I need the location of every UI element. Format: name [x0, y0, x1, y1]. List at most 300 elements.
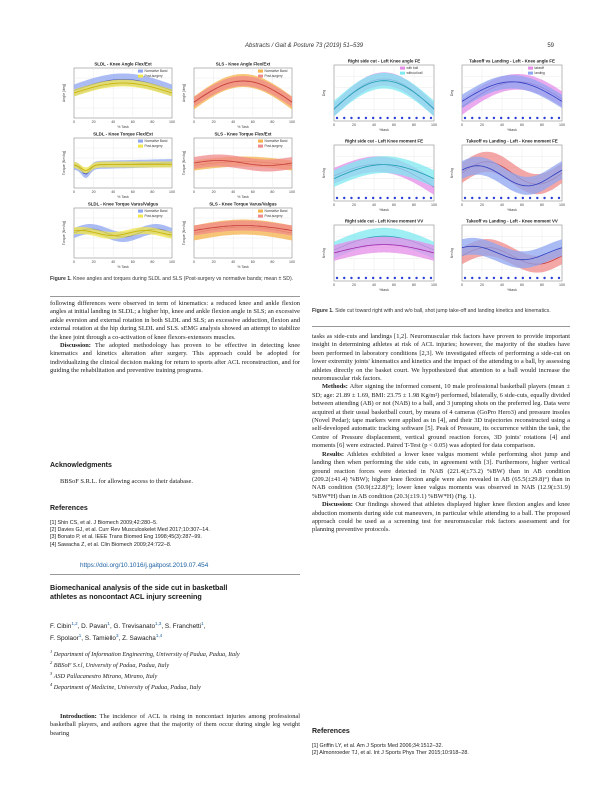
x-tick-label: 40: [372, 283, 376, 287]
x-tick-label: 60: [520, 203, 524, 207]
significance-dot: [536, 197, 538, 199]
right-column-text: [312, 333, 570, 535]
caption-text: Side cut toward right with and w/o ball, shot jump take-off and landing kinetics and kinematics.: [335, 308, 551, 314]
author-name: , S. Tamiello: [81, 634, 116, 642]
y-axis-label: Deg: [450, 89, 454, 97]
x-tick-label: 100: [289, 260, 295, 264]
legend-swatch: [138, 215, 143, 218]
plot-panel: [62, 132, 175, 200]
x-tick-label: 20: [91, 190, 96, 194]
y-axis-label: Nm/kg: [450, 247, 454, 259]
x-axis-label: %task: [379, 128, 389, 132]
y-axis-label: Nm/kg: [322, 167, 326, 179]
x-tick-label: 40: [500, 123, 504, 127]
author-name: F. Spolaor: [50, 634, 79, 642]
significance-dot: [507, 197, 509, 199]
acknowledgments-text: BBSoF S.R.L. for allowing access to their database.: [60, 478, 193, 485]
plot-title: Takeoff vs Landing - Left - Knee moment FE: [466, 138, 558, 144]
x-axis-label: % Task: [237, 195, 249, 199]
plot-panel: [182, 202, 295, 270]
significance-dot: [430, 117, 432, 119]
legend-swatch: [138, 140, 143, 143]
significance-dot: [558, 197, 560, 199]
references-list: [312, 743, 570, 757]
significance-dot: [551, 277, 553, 279]
plot-panel: [182, 132, 295, 200]
significance-dot: [500, 197, 502, 199]
significance-dot: [415, 197, 417, 199]
article-title: Biomechanical analysis of the side cut in basketball athletes as noncontact ACL injury screening: [50, 583, 228, 601]
plot-panel: [62, 62, 175, 130]
significance-dot: [478, 277, 480, 279]
significance-dot: [485, 277, 487, 279]
author-name: , Z. Sawacha: [118, 634, 156, 642]
x-tick-label: 0: [333, 123, 335, 127]
y-axis-label: Torque [Nm/kg]: [182, 220, 186, 246]
significance-dot: [372, 197, 374, 199]
significance-dot: [514, 197, 516, 199]
reference-item: [2] Almonroeder TJ, et al. Int J Sports Phys Ther 2015;10:918–28.: [312, 750, 469, 757]
x-tick-label: 40: [231, 120, 236, 124]
legend-label: Normative Band: [144, 69, 168, 73]
significance-dot: [543, 197, 545, 199]
plot-panel: [322, 59, 437, 133]
significance-dot: [514, 117, 516, 119]
legend-swatch: [138, 75, 143, 78]
left-column-text: [50, 300, 300, 376]
reference-item: [2] Davies GJ, et al. Curr Rev Musculoskelet Med 2017;10:307–14.: [50, 527, 210, 534]
affiliation-item: $^1$ Department of Information Engineering, University of Padua, Padua, Italy: [50, 649, 240, 659]
significance-dot: [493, 197, 495, 199]
running-header: Abstracts / Gait & Posture 73 (2019) 51–539: [245, 43, 364, 49]
caption-divider: [312, 326, 570, 327]
legend-label: Post-surgery: [144, 144, 163, 148]
x-tick-label: 0: [461, 123, 463, 127]
legend-swatch: [258, 70, 263, 73]
significance-dot: [543, 277, 545, 279]
plot-title: Takeoff vs Landing - Left - Knee angle FE: [469, 58, 555, 64]
y-axis-label: Angle [deg]: [182, 83, 186, 103]
significance-dot: [529, 277, 531, 279]
x-tick-label: 80: [150, 260, 155, 264]
significance-dot: [558, 117, 560, 119]
significance-dot: [350, 197, 352, 199]
significance-dot: [394, 117, 396, 119]
significance-dot: [478, 117, 480, 119]
significance-dot: [394, 197, 396, 199]
author-name: , D. Pavan: [77, 623, 108, 631]
legend-swatch: [528, 72, 533, 75]
x-tick-label: 60: [392, 203, 396, 207]
significance-dot: [430, 197, 432, 199]
x-axis-label: %task: [507, 288, 517, 292]
significance-dot: [386, 117, 388, 119]
significance-dot: [408, 117, 410, 119]
y-axis-label: Torque [Nm/kg]: [62, 150, 66, 176]
legend-label: Post-surgery: [264, 144, 283, 148]
plot-title: SLDL - Knee Torque Varus/Valgus: [87, 201, 159, 207]
x-tick-label: 20: [480, 283, 484, 287]
x-tick-label: 60: [392, 283, 396, 287]
legend-label: with ball: [406, 66, 419, 70]
figure-left-caption: [50, 276, 300, 283]
x-tick-label: 60: [130, 120, 135, 124]
x-tick-label: 80: [270, 190, 275, 194]
plot-title: Right side cut - Left Knee angle FE: [347, 58, 421, 64]
x-tick-label: 60: [520, 123, 524, 127]
legend-swatch: [258, 210, 263, 213]
x-tick-label: 60: [520, 283, 524, 287]
caption-text: Knee angles and torques during SLDL and SLS (Post-surgery vs normative bands; mean ± SD).: [73, 276, 294, 282]
x-tick-label: 0: [193, 120, 195, 124]
figure-right: [312, 57, 570, 305]
legend-label: landing: [534, 71, 545, 75]
legend-swatch: [138, 70, 143, 73]
significance-dot: [507, 117, 509, 119]
doi-link[interactable]: https://doi.org/10.1016/j.gaitpost.2019.07.454: [80, 562, 209, 569]
affiliations: [50, 648, 300, 692]
significance-dot: [493, 117, 495, 119]
significance-dot: [365, 117, 367, 119]
x-tick-label: 100: [431, 283, 437, 287]
x-tick-label: 100: [559, 283, 565, 287]
significance-dot: [365, 277, 367, 279]
x-tick-label: 20: [91, 120, 96, 124]
x-tick-label: 60: [130, 190, 135, 194]
significance-dot: [471, 117, 473, 119]
x-axis-label: %task: [507, 128, 517, 132]
significance-dot: [336, 277, 338, 279]
x-tick-label: 100: [431, 123, 437, 127]
x-tick-label: 80: [412, 123, 416, 127]
significance-dot: [430, 277, 432, 279]
x-tick-label: 100: [289, 120, 295, 124]
x-tick-label: 0: [333, 283, 335, 287]
x-tick-label: 20: [352, 283, 356, 287]
significance-dot: [500, 277, 502, 279]
significance-dot: [336, 197, 338, 199]
x-tick-label: 100: [559, 123, 565, 127]
x-tick-label: 80: [270, 120, 275, 124]
significance-dot: [379, 197, 381, 199]
x-tick-label: 60: [250, 260, 255, 264]
significance-dot: [386, 277, 388, 279]
significance-dot: [514, 277, 516, 279]
significance-dot: [401, 197, 403, 199]
acknowledgments-heading: Acknowledgments: [50, 462, 112, 469]
significance-dot: [343, 197, 345, 199]
x-tick-label: 40: [231, 260, 236, 264]
x-tick-label: 80: [540, 123, 544, 127]
results-label: Results:: [322, 450, 345, 458]
x-tick-label: 100: [289, 190, 295, 194]
significance-dot: [365, 197, 367, 199]
introduction-block: [50, 713, 300, 738]
significance-dot: [357, 277, 359, 279]
authors: [50, 620, 300, 643]
significance-dot: [408, 197, 410, 199]
results-paragraph: [312, 451, 570, 501]
reference-item: [4] Sawacha Z, et al. Clin Biomech 2009;24:722–8.: [50, 541, 172, 548]
significance-dot: [471, 277, 473, 279]
caption-label: Figure 1.: [312, 308, 334, 314]
significance-dot: [415, 277, 417, 279]
x-tick-label: 100: [169, 190, 175, 194]
significance-dot: [471, 197, 473, 199]
x-tick-label: 80: [270, 260, 275, 264]
plot-title: SLS - Knee Torque Flex/Ext: [214, 131, 272, 137]
author-name: F. Cibin: [50, 623, 72, 631]
significance-dot: [493, 277, 495, 279]
x-axis-label: % Task: [117, 265, 129, 269]
significance-dot: [401, 277, 403, 279]
x-tick-label: 40: [500, 283, 504, 287]
x-tick-label: 20: [211, 190, 216, 194]
legend-label: Normative Band: [264, 69, 288, 73]
author-name: , G. Trevisanato: [109, 623, 156, 631]
legend-swatch: [400, 67, 405, 70]
significance-dot: [543, 117, 545, 119]
legend-swatch: [528, 67, 533, 70]
author-name: , S. Franchetti: [161, 623, 202, 631]
y-axis-label: Nm/kg: [322, 247, 326, 259]
x-tick-label: 20: [480, 123, 484, 127]
x-tick-label: 0: [73, 120, 75, 124]
caption-divider: [50, 296, 300, 297]
legend-swatch: [258, 145, 263, 148]
significance-dot: [558, 277, 560, 279]
significance-dot: [522, 197, 524, 199]
plot-panel: [450, 59, 565, 133]
affiliation-item: $^3$ ASD Pallacanestro Mirano, Mirano, Italy: [50, 671, 158, 681]
x-axis-label: %task: [379, 208, 389, 212]
significance-dot: [423, 117, 425, 119]
plot-title: Right side cut - Left Knee moment VV: [344, 218, 424, 224]
authors-line-2: F. Spolaor$^1$, S. Tamiello$^3$, Z. Sawacha$^{1,4}$: [50, 632, 163, 642]
x-tick-label: 0: [193, 260, 195, 264]
significance-dot: [551, 117, 553, 119]
x-tick-label: 20: [480, 203, 484, 207]
acknowledgments-text-block: [50, 478, 300, 486]
legend-swatch: [258, 140, 263, 143]
introduction-paragraph: [50, 713, 300, 738]
significance-dot: [507, 277, 509, 279]
plot-panel: [182, 62, 295, 130]
x-tick-label: 80: [150, 120, 155, 124]
x-tick-label: 20: [352, 203, 356, 207]
plot-title: Right side cut - Left Knee moment FE: [344, 138, 424, 144]
legend-label: Post-surgery: [144, 214, 163, 218]
legend-label: without ball: [406, 71, 423, 75]
legend-swatch: [258, 75, 263, 78]
x-tick-label: 0: [461, 283, 463, 287]
discussion-paragraph: [50, 342, 300, 376]
significance-dot: [372, 277, 374, 279]
references-heading: References: [50, 505, 88, 512]
introduction-text: The incidence of ACL is rising in noncontact injuries among professional basketball players, and authors agree that the majority of them occur during single leg weight bearing: [50, 713, 300, 737]
legend-label: Normative Band: [264, 209, 288, 213]
x-tick-label: 60: [392, 123, 396, 127]
x-tick-label: 80: [540, 283, 544, 287]
y-axis-label: Torque [Nm/kg]: [62, 220, 66, 246]
significance-dot: [415, 117, 417, 119]
figure-left: [50, 60, 300, 274]
x-tick-label: 80: [412, 283, 416, 287]
significance-dot: [343, 277, 345, 279]
significance-dot: [336, 117, 338, 119]
y-axis-label: Nm/kg: [450, 167, 454, 179]
plot-panel: [322, 219, 437, 293]
affiliation-item: $^2$ BBSoF S.r.l, University of Padua, Padua, Italy: [50, 660, 170, 670]
significance-dot: [357, 117, 359, 119]
x-tick-label: 20: [211, 260, 216, 264]
significance-dot: [464, 277, 466, 279]
significance-dot: [529, 197, 531, 199]
x-tick-label: 80: [150, 190, 155, 194]
caption-label: Figure 1.: [50, 276, 72, 282]
discussion-label: Discussion:: [60, 342, 91, 350]
significance-dot: [485, 117, 487, 119]
significance-dot: [464, 197, 466, 199]
significance-dot: [500, 117, 502, 119]
significance-dot: [485, 197, 487, 199]
significance-dot: [343, 117, 345, 119]
legend-swatch: [258, 215, 263, 218]
legend-swatch: [138, 210, 143, 213]
x-axis-label: % Task: [237, 265, 249, 269]
significance-dot: [536, 277, 538, 279]
x-tick-label: 40: [500, 203, 504, 207]
significance-dot: [350, 277, 352, 279]
x-tick-label: 0: [73, 260, 75, 264]
significance-dot: [522, 117, 524, 119]
x-tick-label: 60: [250, 120, 255, 124]
significance-dot: [386, 197, 388, 199]
plot-panel: [62, 202, 175, 270]
x-tick-label: 40: [111, 120, 116, 124]
x-tick-label: 0: [461, 203, 463, 207]
plot-title: SLDL - Knee Angle Flex/Ext: [94, 61, 152, 67]
significance-dot: [536, 117, 538, 119]
legend-label: Post-surgery: [264, 214, 283, 218]
methods-paragraph: [312, 383, 570, 450]
reference-item: [1] Shin CS, et al. J Biomech 2009;42:280–5.: [50, 520, 158, 526]
significance-dot: [408, 277, 410, 279]
reference-item: [1] Griffin LY, et al. Am J Sports Med 2006;34:1512–32.: [312, 743, 443, 749]
discussion-text: Our findings showed that athletes displayed higher knee flexion angles and knee abduction moments during side cut maneuvers, in particular while attending to a ball. The proposed approach could be used as a screening test for neuromuscular risk factors assessment and for planning preventive protocols.: [312, 501, 570, 534]
reference-item: [3] Bonato P, et al. IEEE Trans Biomed Eng 1998;45(3):287–99.: [50, 534, 202, 541]
x-tick-label: 100: [169, 260, 175, 264]
plot-title: Takeoff vs Landing - Left - Knee moment VV: [466, 218, 558, 224]
significance-dot: [401, 117, 403, 119]
legend-label: Post-surgery: [144, 74, 163, 78]
x-tick-label: 100: [169, 120, 175, 124]
significance-dot: [478, 197, 480, 199]
significance-dot: [372, 117, 374, 119]
results-text: Athletes exhibited a lower knee valgus moment while performing shot jump and landing then when performing the side cuts, in agreement with [3]. Furthermore, higher vertical ground reaction forces were detected in NAB (221.4(±73.2) %BW) than in AB condition (209.2(±41.4) %BW); higher knee flexion angle were also revealed in AB (65.5(±29.8)°) than in NAB condition (50.9(±22.8)°); lower knee valgus moments was observed in NAB (12.9(±31.9) %BW*H) than in AB condition (20.3(±19.1) %BW*H) (Fig. 1).: [312, 450, 571, 500]
significance-dot: [551, 197, 553, 199]
x-tick-label: 40: [231, 190, 236, 194]
x-tick-label: 20: [211, 120, 216, 124]
references-heading: References: [312, 728, 350, 735]
significance-dot: [464, 117, 466, 119]
significance-dot: [357, 197, 359, 199]
x-tick-label: 20: [91, 260, 96, 264]
x-axis-label: %task: [507, 208, 517, 212]
x-tick-label: 80: [540, 203, 544, 207]
significance-dot: [529, 117, 531, 119]
x-tick-label: 0: [193, 190, 195, 194]
y-axis-label: Torque [Nm/kg]: [182, 150, 186, 176]
discussion-paragraph: [312, 501, 570, 535]
x-tick-label: 80: [412, 203, 416, 207]
x-axis-label: %task: [379, 288, 389, 292]
plot-title: SLDL - Knee Torque Flex/Ext: [93, 131, 153, 137]
x-tick-label: 100: [559, 203, 565, 207]
legend-swatch: [138, 145, 143, 148]
affiliation-item: $^4$ Department of Medicine, University of Padua, Padua, Italy: [50, 682, 201, 692]
legend-swatch: [400, 72, 405, 75]
x-tick-label: 40: [111, 260, 116, 264]
x-tick-label: 40: [111, 190, 116, 194]
x-axis-label: % Task: [117, 195, 129, 199]
discussion-label: Discussion:: [322, 501, 353, 509]
significance-dot: [522, 277, 524, 279]
discussion-text: The adopted methodology has proven to be effective in detecting knee kinematics and kinetics alteration after surgery. This approach could be adopted for individualizing the clinical decision making for return to sports after ACL reconstruction, and for guiding the rehabilitation and preventive training programs.: [50, 342, 301, 375]
x-tick-label: 60: [250, 190, 255, 194]
significance-dot: [423, 277, 425, 279]
results-continued: following differences were observed in term of kinematics: a reduced knee and ankle flexion angles at initial landing in SLDL; a higher hip, knee and ankle flexion angle in SLS; an excessive ankle eversion and external rotation in both SLDL and SLS; an excessive adduction, flexion and external rotation at the hip during SLDL and SLS. sEMG analysis showed an attempt to stabilize the knee joint through a co-activation of knee flexors-extensors muscles.: [50, 300, 300, 341]
x-tick-label: 60: [130, 260, 135, 264]
plot-panel: [450, 219, 565, 293]
x-tick-label: 40: [372, 123, 376, 127]
plot-panel: [450, 139, 565, 213]
x-tick-label: 0: [333, 203, 335, 207]
plot-panel: [322, 139, 437, 213]
legend-label: Post-surgery: [264, 74, 283, 78]
significance-dot: [350, 117, 352, 119]
significance-dot: [379, 117, 381, 119]
x-axis-label: % Task: [237, 125, 249, 129]
plot-title: SLS - Knee Angle Flex/Ext: [215, 61, 271, 67]
x-tick-label: 0: [73, 190, 75, 194]
introduction-continued: tasks as side-cuts and landings [1,2]. Neuromuscular risk factors have proven to provide important insight in determining athletes at risk of ACL injuries; however, the majority of the studies have been performed in laboratory conditions [2,3]. We investigated effects of performing a side-cut on lower extremity joints' kinematics and kinetics and the impact of the attending to a ball, by assessing athletes directly on the basket court. We hypothesized that attention to a ball would increase the neuromuscular risk factors.: [312, 333, 570, 383]
significance-dot: [423, 197, 425, 199]
x-axis-label: % Task: [117, 125, 129, 129]
legend-label: Normative Band: [144, 209, 168, 213]
x-tick-label: 20: [352, 123, 356, 127]
plot-title: SLS - Knee Torque Varus/Valgus: [209, 201, 277, 207]
article-divider: [50, 574, 300, 575]
references-list: [50, 520, 300, 549]
page-number: 59: [547, 43, 554, 49]
significance-dot: [379, 277, 381, 279]
methods-text: After signing the informed consent, 10 male professional basketball players (mean ± SD; age: 21.89 ± 1.69, BMI: 23.75 ± 1.98 Kg/m²) performed, bilaterally, 6 side-cuts, equally divided between attending (AB) or not (NAB) to a ball, and 3 jumping shots on the preferred leg. Data were acquired at their usual basketball court, by means of 4 cameras (GoPro Hero3) and pressure insoles (Novel Pedar); tape markers were applied as in [4], and their 3D trajectories reconstructed using a self-developed automatic tracking software [5]. Peak of Pressure, its occurrence within the task, the Centre of Pressure displacement, vertical ground reaction forces, 3D joints' rotations [4] and moments [6] were extracted. Paired T-Test (p < 0.05) was adopted for data comparison.: [312, 383, 570, 450]
y-axis-label: Deg: [322, 89, 326, 97]
figure-left-plots: [50, 60, 300, 274]
x-tick-label: 100: [431, 203, 437, 207]
significance-dot: [394, 277, 396, 279]
y-axis-label: Angle [deg]: [62, 83, 66, 103]
figure-right-caption: [312, 308, 570, 315]
legend-label: takeoff: [534, 66, 545, 70]
methods-label: Methods:: [322, 383, 348, 391]
legend-label: Normative Band: [144, 139, 168, 143]
figure-right-plots: [312, 57, 570, 305]
introduction-label: Introduction:: [60, 713, 97, 720]
authors-line-1: F. Cibin$^{1,2}$, D. Pavan$^1$, G. Trevisanato$^{1,3}$, S. Franchetti$^1$,: [50, 621, 206, 631]
legend-label: Normative Band: [264, 139, 288, 143]
